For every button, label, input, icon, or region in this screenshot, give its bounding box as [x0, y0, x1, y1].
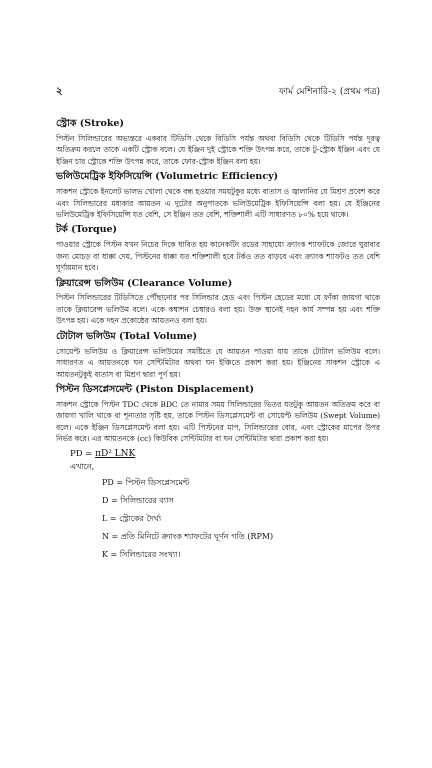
section-heading: টর্ক (Torque)	[56, 224, 118, 236]
section-paragraph: পিস্টন সিলিন্ডারের টিডিসিতে পৌঁছানোর পর সিলিন্ডার হেড এবং পিস্টন হেডের মধ্যে যে ফাঁকা জায়গা থাকে তাকে ক্লিয়ারেন্স ভলিউম বলে। একে কম্বাশন চেম্বারও বলা হয়। উক্ত স্থানেই দহন কার্য সম্পন্ন হয় এবং শক্তি উৎপন্ন হয়। একে দহন প্রকোষ্ঠের আয়তনও বলা হয়।	[56, 293, 380, 326]
section-piston-displacement	[56, 384, 380, 445]
section-total-volume	[56, 331, 380, 380]
section-paragraph: পাওয়ার স্ট্রোকে পিস্টন যখন নিচের দিকে ধাবিত হয় কানেকটিং রডের সাহায্যে ক্র্যাংক শ্যাফটকে জোরে ঘুরাবার জন্য মোচড় বা ধাক্কা দেয়, পিস্টনের ধাক্কা যত শক্তিশালী হবে টর্কও তত বাড়বে এবং ক্র্যাংক শ্যাফটও তত বেশি ঘূর্ণায়মান হবে।	[56, 240, 380, 273]
section-clearance-volume	[56, 278, 380, 327]
running-head: ফার্ম মেশিনারি-২ (প্রথম পত্র)	[278, 87, 380, 97]
page-number: ২	[56, 86, 63, 97]
section-heading: পিস্টন ডিসপ্লেসমেন্ট (Piston Displacement)	[56, 384, 255, 396]
definition-item: N = প্রতি মিনিটে ক্র্যাংক শ্যাফটের ঘূর্ণন গতি (RPM)	[102, 531, 274, 541]
section-heading: টোটাল ভলিউম (Total Volume)	[56, 330, 198, 342]
section-heading: ক্লিয়ারেন্স ভলিউম (Clearance Volume)	[56, 277, 233, 289]
section-volumetric-efficiency	[56, 171, 380, 220]
definition-item: K = সিলিন্ডারের সংখ্যা।	[102, 549, 181, 559]
definition-item: PD = পিস্টন ডিসপ্লেসমেন্ট	[102, 477, 190, 487]
section-torque	[56, 224, 380, 273]
section-stroke	[56, 118, 380, 167]
section-paragraph: সাকশন স্ট্রোকে ইনলেট ভালভ খোলা থেকে বন্ধ হওয়ার সময়টুকুর মধ্যে বাতাস ও জ্বালানির যে মিশ্রণ প্রবেশ করে এবং সিলিন্ডারের মধ্যকার আয়তন এ দুটোর অনুপাতকে ভলিউমেট্রিক ইফিসিয়েন্সি বলা হয়। যে ইঞ্জিনের ভলিউমেট্রিক ইফিসিয়েন্সি যত বেশি, সে ইঞ্জিন তত বেশি, শক্তিশালী এটি সাধারণত ৮০% হয়ে থাকে।	[56, 187, 380, 219]
section-paragraph: সাকশন স্ট্রোকে পিস্টন TDC থেকে BDC তে নামার সময় সিলিন্ডারের ভিতর যতটুকু আয়তন অতিক্রম করে বা জায়গা খালি থাকে বা শূন্যতার সৃষ্টি হয়, তাকে পিস্টন ডিসপ্লেসমেন্ট বা সোয়েপ্ট ভলিউম (Swept Volume) বলে। একে ইঞ্জিন ডিসপ্লেসমেন্ট বলা হয়। এটি পিস্টনের মাপ, সিলিন্ডারের বোর, এবং স্ট্রোকের মাপের উপর নির্ভর করে। এর আয়তনকে (cc) কিউবিক সেন্টিমিটার বা ঘন সেন্টিমিটার দ্বারা প্রকাশ করা হয়।	[56, 399, 380, 444]
section-heading: স্ট্রোক (Stroke)	[56, 118, 124, 129]
page-header	[56, 84, 380, 98]
piston-displacement-formula	[70, 449, 380, 459]
definition-item: L = স্ট্রোকের দৈর্ঘ্য	[102, 513, 162, 523]
section-paragraph: পিস্টন সিলিন্ডারের অভ্যন্তরে একবার টিডিসি থেকে বিডিসি পর্যন্ত অথবা বিডিসি থেকে টিডিসি পর্যন্ত দূরত্ব অতিক্রম করলে তাকে একটি স্ট্রোক বলে। যে ইঞ্জিন দুই স্ট্রোকে শক্তি উৎপন্ন করে, তাকে টু-স্ট্রোক ইঞ্জিন এবং যে ইঞ্জিন চার স্ট্রোকে শক্তি উৎপন্ন করে, তাকে ফোর-স্ট্রোক ইঞ্জিন বলা হয়।	[56, 133, 380, 166]
formula-lhs: PD =	[70, 448, 96, 459]
section-paragraph: সোয়েপ্ট ভলিউম ও ক্লিয়ারেন্স ভলিউমের সমষ্টিতে যে আয়তন পাওয়া যায় তাকে টোটাল ভলিউম বলে। সাধারণত এ আয়তনকে ঘন সেন্টিমিটার অথবা ঘন ইঞ্চিতে প্রকাশ করা হয়। ইঞ্জিনের সাকশন স্ট্রোকে এ আয়তনটুকুই বাতাস বা মিশ্রণ দ্বারা পূর্ণ হয়।	[56, 346, 380, 379]
where-label: এখানে,	[70, 461, 95, 471]
page-body	[56, 118, 380, 568]
formula-numerator: πD² LNK	[95, 448, 136, 459]
definition-item: D = সিলিন্ডারের ব্যাস	[102, 495, 174, 505]
definition-list	[102, 478, 380, 560]
section-heading: ভলিউমেট্রিক ইফিসিয়েন্সি (Volumetric Efficiency)	[56, 171, 279, 183]
